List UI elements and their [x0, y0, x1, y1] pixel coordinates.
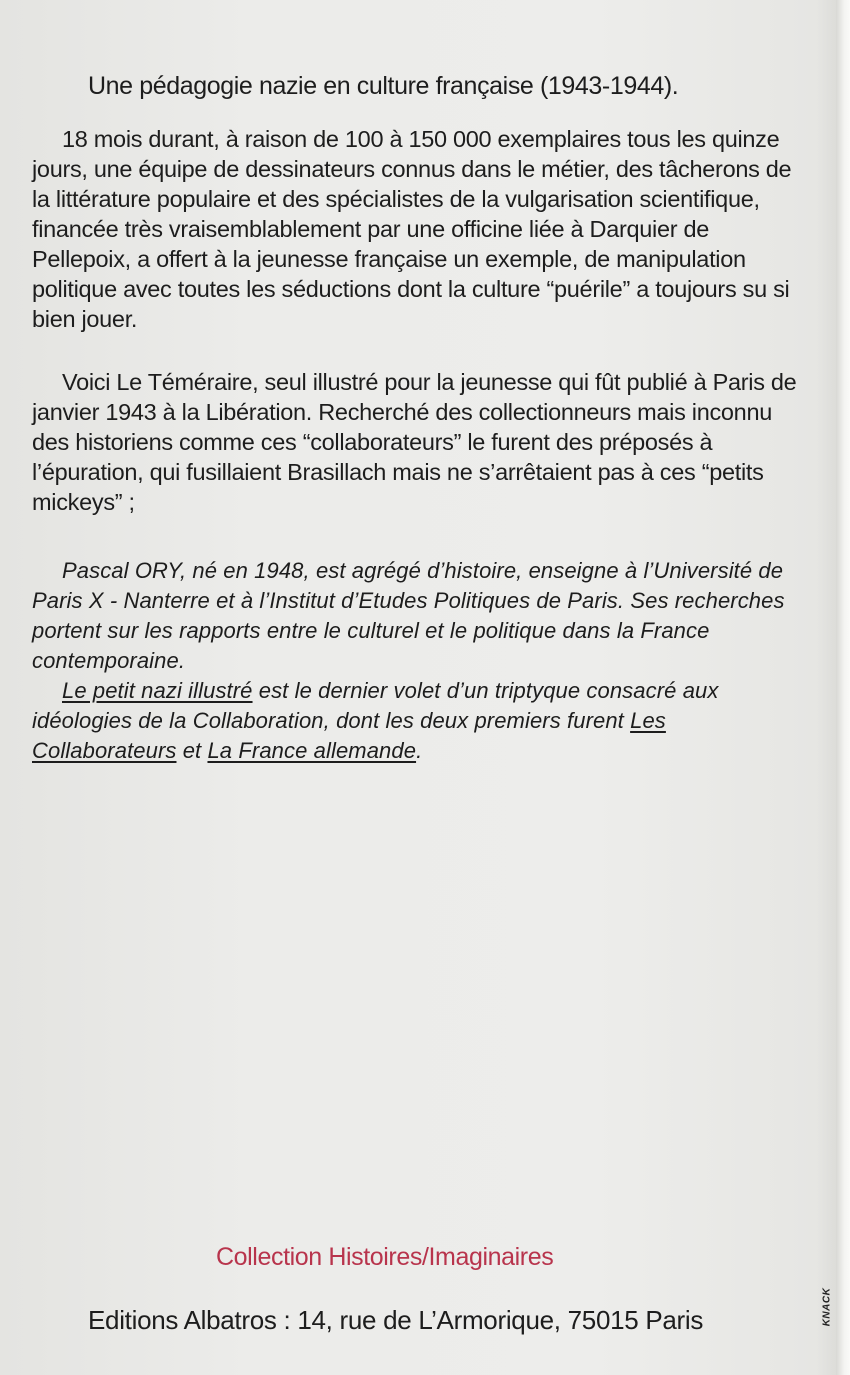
book-title-collaborateurs: Les Collaborateurs	[32, 708, 666, 763]
summary-text-2: Voici Le Téméraire, seul illustré pour la jeunesse qui fût publié à Paris de janvier 1943 à la Libération. Recherché des collectionneurs mais inconnu des historiens comme ces “collaborateurs” le furent des préposés à l’épuration, qui fusillaient Brasillach mais ne s’arrêtaient pas à ces “petits mickeys” ;	[32, 369, 797, 515]
publisher-address: Editions Albatros : 14, rue de L’Armorique, 75015 Paris	[88, 1305, 704, 1335]
book-title-france-allemande: La France allemande	[207, 738, 417, 763]
knack-stamp-text: KNACK	[821, 1287, 833, 1327]
period: .	[416, 738, 423, 763]
conjunction: et	[176, 738, 208, 763]
tagline: Une pédagogie nazie en culture française (1943-1944).	[88, 72, 679, 100]
book-title-current: Le petit nazi illustré	[62, 678, 253, 703]
triptych-paragraph	[32, 676, 812, 766]
summary-paragraph-2	[32, 367, 812, 517]
author-bio-paragraph	[32, 556, 812, 676]
author-bio-text: Pascal ORY, né en 1948, est agrégé d’histoire, enseigne à l’Université de Paris X - Nanterre et à l’Institut d’Etudes Politiques de Paris. Ses recherches portent sur les rapports entre le culturel et le politique dans la France contemporaine.	[32, 558, 785, 673]
summary-text-1: 18 mois durant, à raison de 100 à 150 000 exemplaires tous les quinze jours, une équipe de dessinateurs connus dans le métier, des tâcherons de la littérature populaire et des spécialistes de la vulgarisation scientifique, financée très vraisemblablement par une officine liée à Darquier de Pellepoix, a offert à la jeunesse française un exemple, de manipulation politique avec toutes les séductions dont la culture “puérile” a toujours su si bien jouer.	[32, 126, 792, 332]
collection-name: Collection Histoires/Imaginaires	[216, 1243, 554, 1271]
summary-paragraph-1	[32, 124, 812, 334]
knack-stamp	[821, 1282, 833, 1332]
spine-edge	[836, 0, 850, 1375]
triptych-text: est le dernier volet d’un triptyque consacré aux idéologies de la Collaboration, dont les deux premiers furent	[32, 678, 719, 733]
